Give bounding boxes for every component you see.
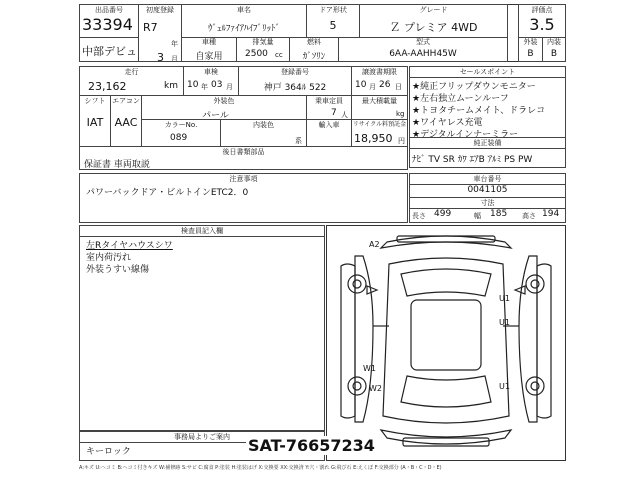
ext-grade-cell: [518, 37, 543, 62]
recycle-fee: 18,950: [354, 132, 393, 145]
ac: AAC: [114, 116, 138, 129]
fuel-cell: [289, 37, 339, 62]
equipment: ﾅﾋﾞ TV SR ｶﾜ ｴｱB ｱﾙﾐ PS PW: [412, 155, 533, 165]
int-grade: B: [550, 49, 558, 59]
inspection-year: 10: [187, 80, 199, 90]
car-name: ｳﾞｪﾙﾌｧｲｱﾊｲﾌﾞﾘｯﾄﾞ: [207, 24, 280, 34]
interior-color-label: 内装色: [253, 121, 274, 129]
shift-cell: [79, 95, 111, 147]
width: 185: [490, 209, 508, 219]
capacity-cell: [306, 95, 352, 120]
sales-point-item: ★ワイヤレス充電: [412, 118, 483, 128]
damage-mark-w1: W1: [363, 364, 376, 373]
model-label: 型式: [416, 38, 430, 46]
inspection-line: 左Rタイヤハウスシワ: [86, 241, 173, 251]
reg-month-unit: 月: [171, 55, 178, 62]
recycle-fee-unit: 円: [398, 137, 405, 145]
reg-month: 3: [157, 51, 164, 62]
model-cell: [338, 37, 508, 62]
reg-year-unit: 年: [171, 40, 178, 48]
office-note: キーロック: [86, 447, 131, 457]
color-no: 089: [170, 133, 188, 143]
height: 194: [542, 209, 560, 219]
score-cell: [518, 4, 566, 38]
inspection-notes-label: 検査員記入欄: [80, 226, 324, 237]
length-label: 長さ: [412, 212, 426, 220]
mileage-label: 走行: [124, 68, 139, 76]
parts: 保証書 車両取説: [84, 160, 150, 170]
mileage: 23,162: [88, 80, 127, 93]
sales-point-label: セールスポイント: [410, 67, 565, 78]
lot-number: 33394: [82, 15, 133, 34]
damage-mark-w2: W2: [369, 384, 382, 393]
inspection-label: 車検: [204, 68, 218, 76]
doors-cell: [306, 4, 360, 38]
sales-point-item: ★デジタルインナーミラー: [412, 130, 519, 138]
usage-cell: [181, 37, 237, 62]
recycle-day-unit: 日: [395, 83, 402, 91]
chassis-label: 車台番号: [410, 174, 565, 185]
recycle-fee-cell: [351, 119, 408, 147]
parts-label: 後日書類部品: [222, 148, 265, 156]
displacement-cell: [236, 37, 290, 62]
notes: パワーバックドア・ビルトインETC2．0: [86, 188, 249, 198]
car-name-cell: [181, 4, 307, 38]
recycle-date-cell: [351, 66, 408, 96]
displacement: 2500: [245, 49, 268, 59]
ac-cell: [110, 95, 142, 147]
lot-label: 出品番号: [95, 6, 123, 14]
color-no-cell: [141, 119, 221, 147]
notes-box: [79, 173, 408, 223]
reg-year: R7: [143, 21, 158, 34]
color-cell: [141, 95, 307, 120]
sales-point-item: ★トヨタチームメイト、ドラレコ: [412, 106, 546, 116]
damage-mark-u1: U1: [499, 382, 510, 391]
damage-mark-u1: U1: [499, 318, 510, 327]
sales-point-item: ★純正フリップダウンモニター: [412, 82, 536, 92]
grade: Ｚ プレミア 4WD: [389, 21, 478, 34]
interior-color-unit: 系: [295, 137, 302, 145]
shift-label: シフト: [84, 97, 106, 105]
color-label: 外装色: [213, 97, 235, 105]
max-load-unit: kg: [396, 110, 405, 118]
shift: IAT: [86, 116, 104, 129]
first-reg-cell: [138, 4, 182, 62]
car-name-label: 車名: [237, 6, 251, 14]
interior-color-cell: [220, 119, 307, 147]
sat-id: SAT-76657234: [248, 436, 375, 455]
recycle-month-unit: 月: [369, 83, 376, 91]
length: 499: [434, 209, 452, 219]
mileage-cell: [79, 66, 184, 96]
model: 6AA-AAHH45W: [389, 49, 457, 59]
plate-cell: [238, 66, 352, 96]
capacity: 7: [331, 108, 337, 118]
debut-text: 中部デビュ: [82, 45, 137, 58]
max-load-cell: [351, 95, 408, 120]
usage-label: 車種: [202, 38, 216, 46]
import-label: 輸入車: [318, 121, 340, 129]
inspection-month-unit: 月: [226, 83, 233, 91]
dims-label: 寸法: [410, 197, 565, 209]
max-load-label: 最大積載量: [362, 97, 397, 105]
damage-mark-a2: A2: [369, 240, 380, 249]
sales-point-item: ★左右独立ムーンルーフ: [412, 94, 509, 104]
parts-box: [79, 146, 408, 170]
fuel: ｶﾞｿﾘﾝ: [302, 52, 326, 62]
ac-label: エアコン: [112, 97, 140, 105]
inspection-year-unit: 年: [201, 83, 208, 91]
mileage-unit: km: [164, 81, 178, 91]
inspection-line: 室内荷汚れ: [86, 253, 132, 263]
office-label: 事務局よりご案内: [80, 432, 324, 443]
equipment-box: [409, 137, 566, 168]
recycle-day: 26: [379, 80, 391, 90]
recycle-fee-label: リサイクル料預託金: [352, 121, 407, 128]
inspection-line: 外装うすい線傷: [86, 265, 150, 275]
sales-point-box: [409, 66, 566, 138]
score-label: 評価点: [531, 6, 553, 14]
int-grade-cell: [542, 37, 566, 62]
inspection-notes-box: [79, 225, 325, 431]
inspection-cell: [183, 66, 239, 96]
color-no-label: カラーNo.: [164, 121, 198, 129]
width-label: 幅: [474, 212, 481, 220]
score: 3.5: [529, 15, 555, 34]
grade-label: グレード: [419, 6, 448, 14]
displacement-unit: cc: [275, 51, 283, 59]
import-cell: [306, 119, 352, 147]
doors-label: ドア形状: [319, 6, 347, 14]
damage-mark-u1: U1: [499, 294, 510, 303]
chassis: 0041105: [467, 185, 508, 195]
usage: 自家用: [195, 52, 223, 62]
int-grade-label: 内装: [547, 38, 561, 46]
chassis-box: [409, 173, 566, 223]
equipment-label: 純正装備: [410, 138, 565, 149]
doors: 5: [329, 19, 337, 32]
displacement-label: 排気量: [252, 38, 274, 46]
recycle-month: 10: [355, 80, 367, 90]
fuel-label: 燃料: [307, 38, 321, 46]
debut-cell: [79, 37, 139, 62]
ext-grade: B: [527, 49, 534, 59]
plate: 神戸 364ﾙ 522: [263, 83, 327, 93]
car-diagram: [326, 225, 566, 461]
lot-cell: [79, 4, 139, 38]
first-reg-label: 初度登録: [146, 6, 174, 14]
ext-grade-label: 外装: [523, 38, 538, 46]
capacity-unit: 人: [341, 111, 348, 119]
grade-cell: [359, 4, 508, 38]
plate-label: 登録番号: [281, 68, 309, 76]
legend: A:キズ U:ヘコミ B:ヘコミ付きキズ W:補修跡 S:サビ C:腐食 P:塗装 H:塗装はげ X:交換要 XX:交換済 Y:穴・割れ G:飛び石 E:えくぼ F:交換部分 (A・B・C・D・E): [79, 465, 442, 471]
car-diagram-svg: [327, 226, 565, 460]
color: パール: [202, 111, 229, 120]
height-label: 高さ: [522, 212, 536, 220]
notes-label: 注意事項: [229, 175, 258, 183]
recycle-date-label: 譲渡書期限: [362, 68, 397, 76]
inspection-month: 03: [211, 80, 223, 90]
capacity-label: 乗車定員: [315, 97, 343, 105]
